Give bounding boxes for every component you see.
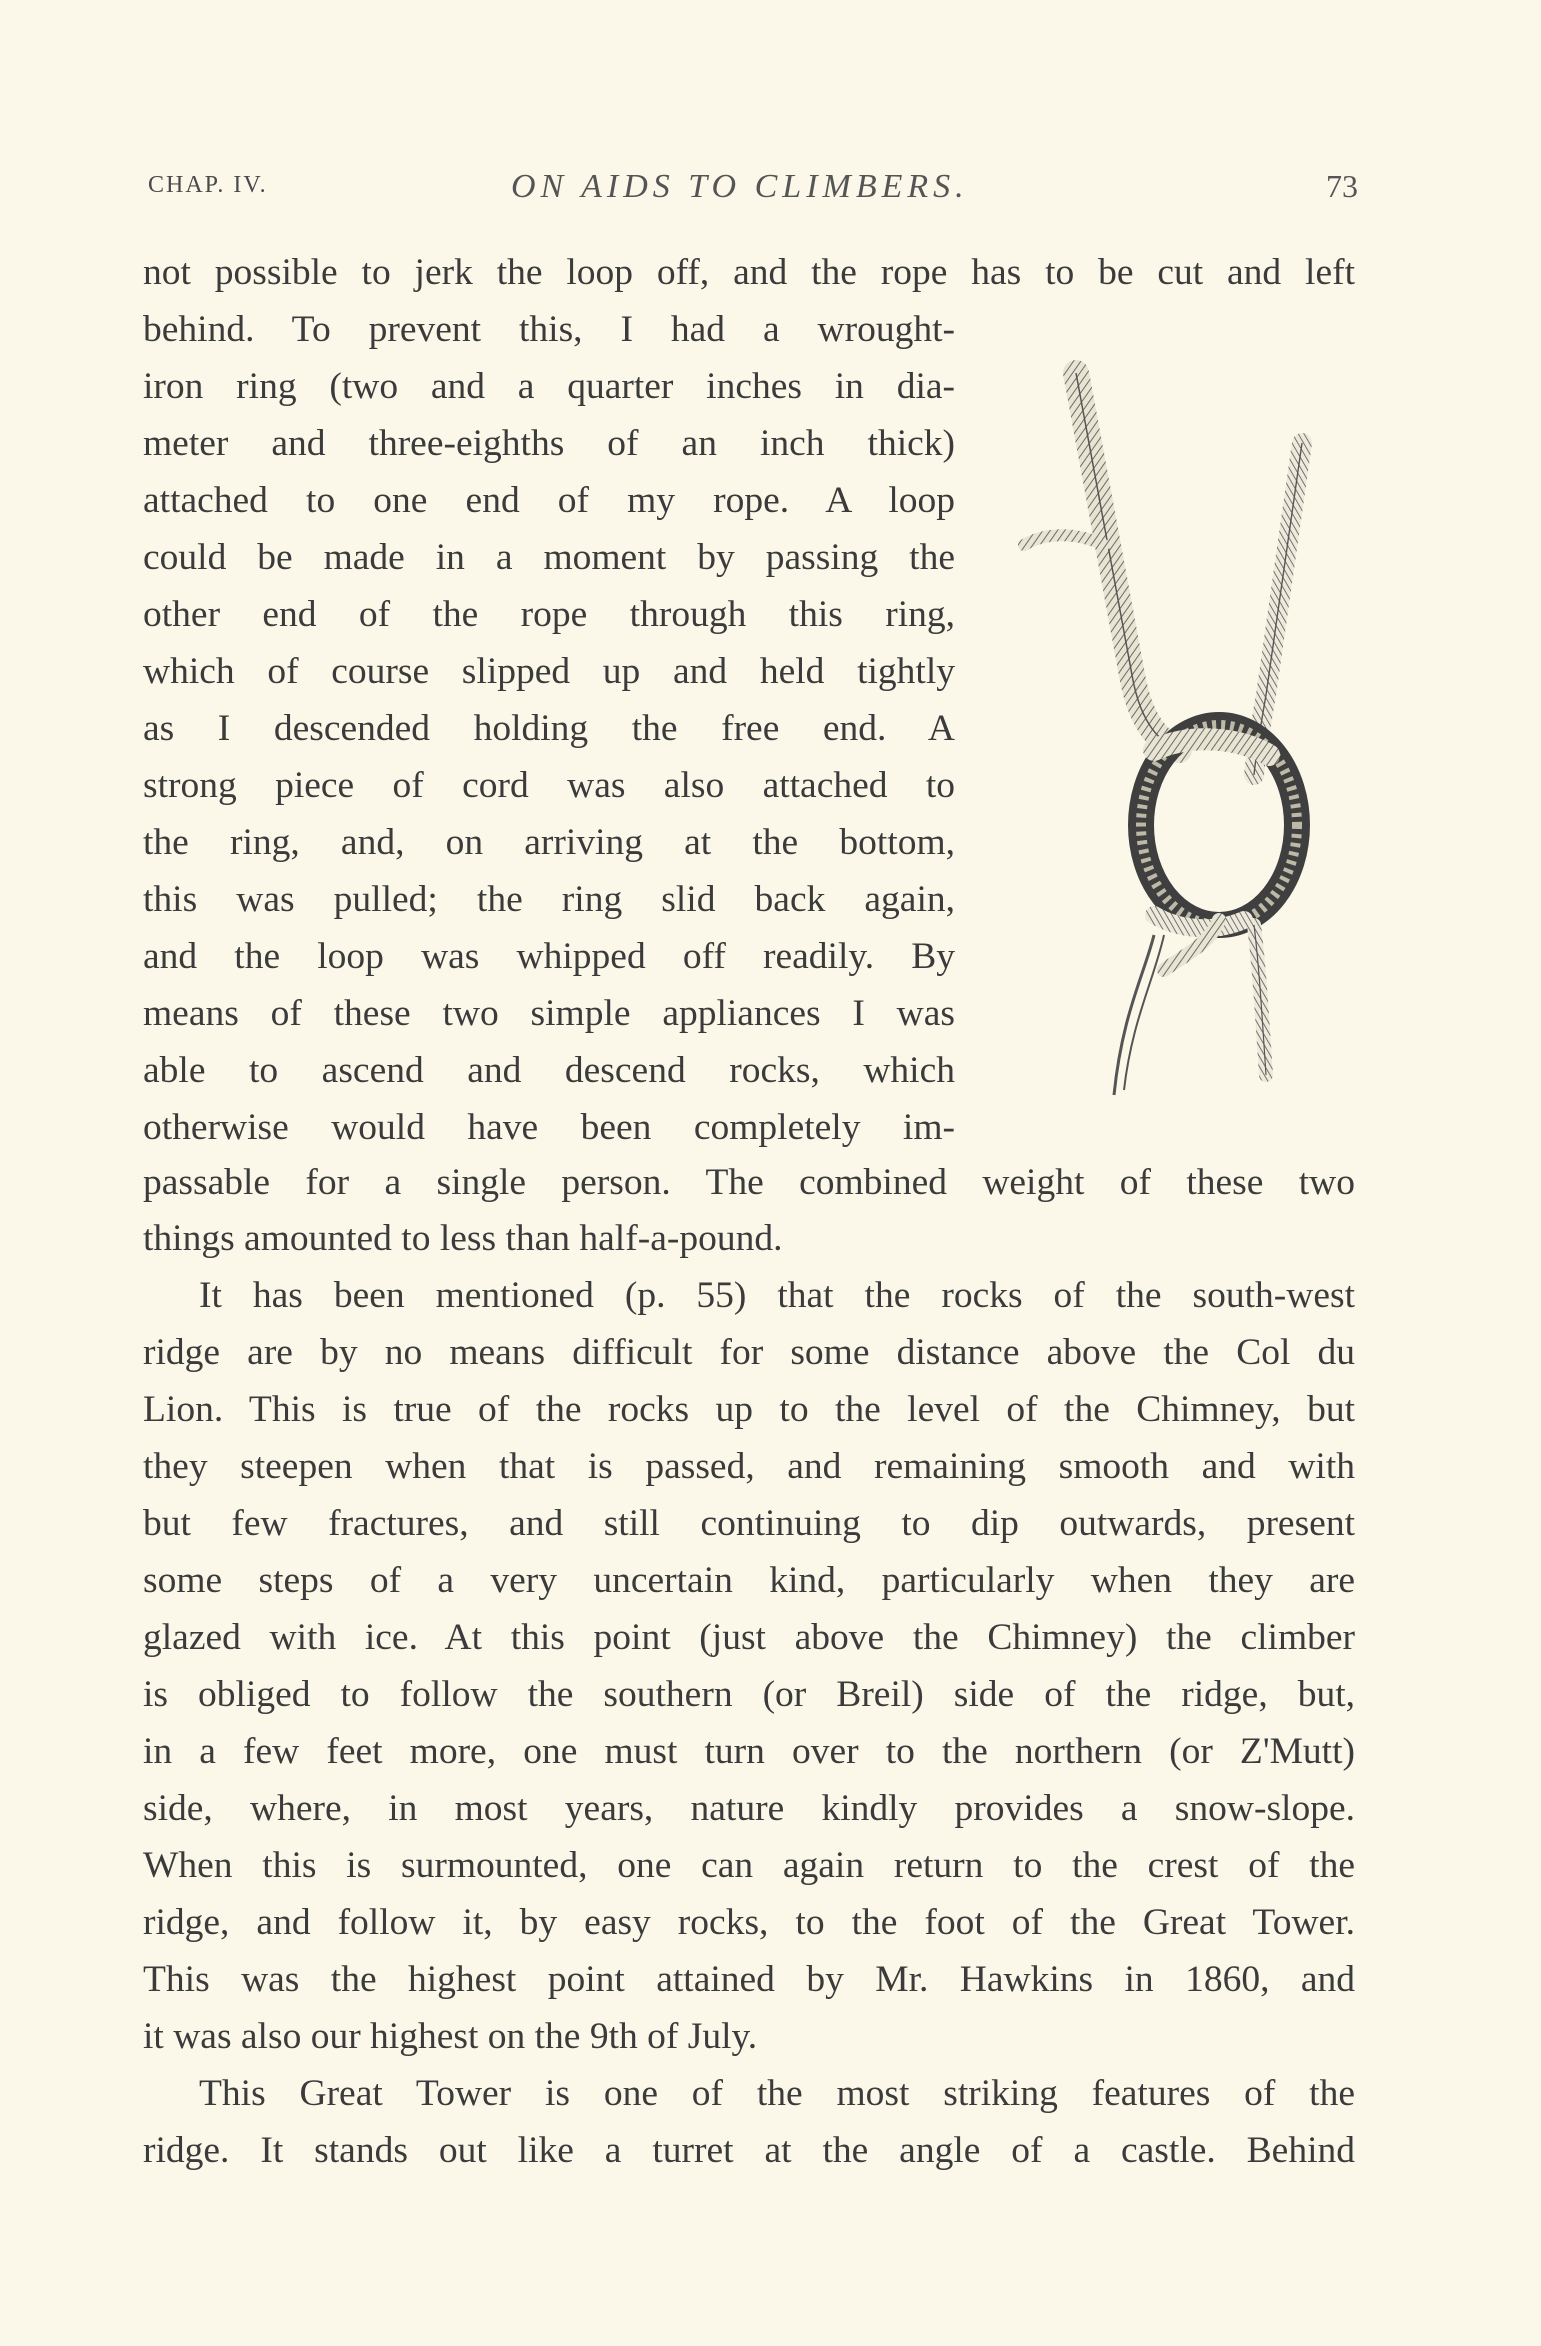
- body-line: in a few feet more, one must turn over to the northern (or Z'Mutt): [143, 1731, 1355, 1772]
- body-line: ridge are by no means difficult for some distance above the Col du: [143, 1332, 1355, 1373]
- body-line: not possible to jerk the loop off, and the rope has to be cut and left: [143, 252, 1355, 293]
- body-line: side, where, in most years, nature kindly provides a snow-slope.: [143, 1788, 1355, 1829]
- body-line: ridge. It stands out like a turret at the angle of a castle. Behind: [143, 2130, 1355, 2171]
- body-line: other end of the rope through this ring,: [143, 594, 955, 635]
- body-line: behind. To prevent this, I had a wrought-: [143, 309, 955, 350]
- body-line: This Great Tower is one of the most striking features of the: [199, 2073, 1355, 2114]
- body-line: but few fractures, and still continuing to dip outwards, present: [143, 1503, 1355, 1544]
- body-line: the ring, and, on arriving at the bottom,: [143, 822, 955, 863]
- body-line: means of these two simple appliances I was: [143, 993, 955, 1034]
- body-line: ridge, and follow it, by easy rocks, to the foot of the Great Tower.: [143, 1902, 1355, 1943]
- body-line: glazed with ice. At this point (just above the Chimney) the climber: [143, 1617, 1355, 1658]
- body-line: they steepen when that is passed, and remaining smooth and with: [143, 1446, 1355, 1487]
- body-line: When this is surmounted, one can again return to the crest of the: [143, 1845, 1355, 1886]
- body-line: Lion. This is true of the rocks up to the level of the Chimney, but: [143, 1389, 1355, 1430]
- rope-knot-fragment: [1024, 535, 1104, 545]
- chapter-label: CHAP. IV.: [148, 172, 268, 198]
- rope-loop-and-ring-illustration: [1004, 355, 1344, 1115]
- page-number: 73: [1326, 168, 1358, 204]
- body-line: as I descended holding the free end. A: [143, 708, 955, 749]
- body-line: This was the highest point attained by Mr. Hawkins in 1860, and: [143, 1959, 1355, 2000]
- body-line: things amounted to less than half-a-pound.: [143, 1218, 783, 1259]
- body-line: which of course slipped up and held tightly: [143, 651, 955, 692]
- running-title: ON AIDS TO CLIMBERS.: [511, 168, 969, 205]
- body-line: iron ring (two and a quarter inches in dia-: [143, 366, 955, 407]
- body-line: it was also our highest on the 9th of July.: [143, 2016, 758, 2057]
- body-line: could be made in a moment by passing the: [143, 537, 955, 578]
- body-line: otherwise would have been completely im-: [143, 1107, 955, 1148]
- body-line: some steps of a very uncertain kind, particularly when they are: [143, 1560, 1355, 1601]
- body-line: meter and three-eighths of an inch thick): [143, 423, 955, 464]
- body-line: able to ascend and descend rocks, which: [143, 1050, 955, 1091]
- body-line: strong piece of cord was also attached to: [143, 765, 955, 806]
- body-line: this was pulled; the ring slid back again,: [143, 879, 955, 920]
- body-line: is obliged to follow the southern (or Breil) side of the ridge, but,: [143, 1674, 1355, 1715]
- body-line: attached to one end of my rope. A loop: [143, 480, 955, 521]
- body-line: passable for a single person. The combined weight of these two: [143, 1162, 1355, 1203]
- running-header: [148, 168, 1358, 212]
- body-line: It has been mentioned (p. 55) that the rocks of the south-west: [199, 1275, 1355, 1316]
- rope-left-strand: [1076, 373, 1179, 750]
- rope-ring-icon: [1004, 355, 1344, 1115]
- cord-end-left: [1114, 935, 1154, 1095]
- rope-wrap-top: [1154, 739, 1269, 755]
- body-line: and the loop was whipped off readily. By: [143, 936, 955, 977]
